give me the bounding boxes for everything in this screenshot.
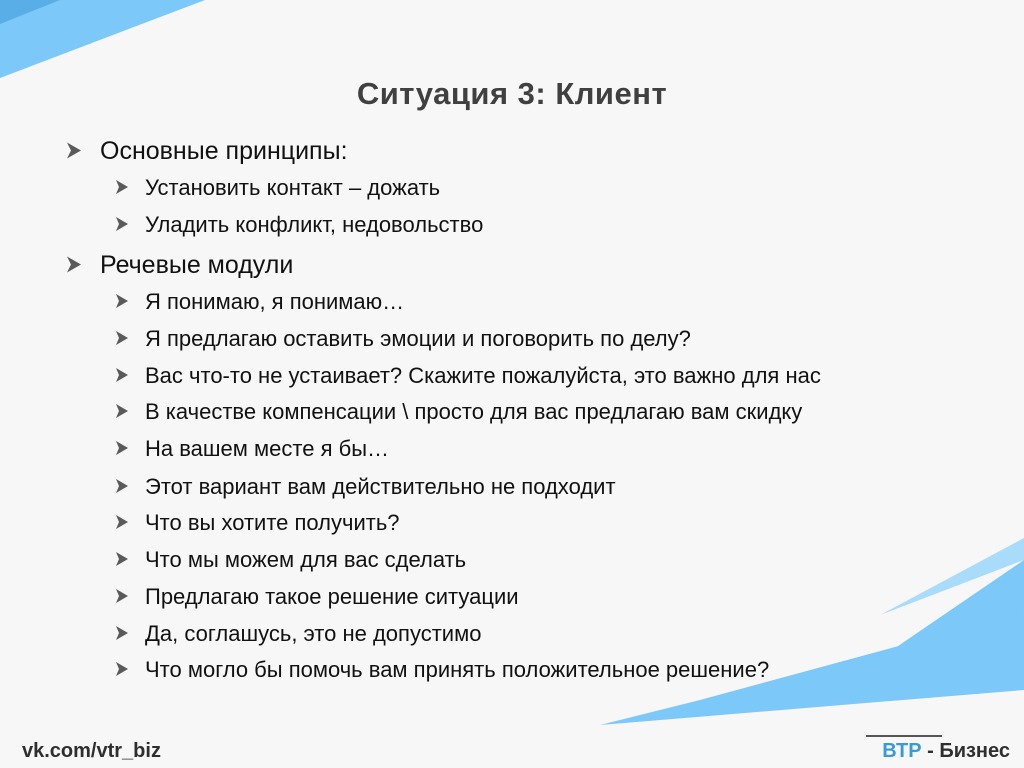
footer-brand bbox=[882, 740, 1010, 763]
list-item: На вашем месте я бы… bbox=[145, 436, 389, 462]
arrow-bullet-icon bbox=[115, 175, 129, 201]
arrow-bullet-icon bbox=[115, 326, 129, 352]
arrow-bullet-icon bbox=[115, 399, 129, 425]
arrow-bullet-icon bbox=[115, 436, 129, 462]
arrow-bullet-icon bbox=[115, 474, 129, 500]
list-item: Да, соглашусь, это не допустимо bbox=[145, 621, 481, 647]
list-item: Предлагаю такое решение ситуации bbox=[145, 584, 519, 610]
list-item: Я понимаю, я понимаю… bbox=[145, 289, 404, 315]
arrow-bullet-icon bbox=[115, 547, 129, 573]
arrow-bullet-icon bbox=[115, 621, 129, 647]
footer-vk-link[interactable]: vk.com/vtr_biz bbox=[22, 740, 161, 762]
section-heading-principles: Основные принципы: bbox=[100, 137, 348, 166]
arrow-bullet-icon bbox=[115, 363, 129, 389]
section-heading-speech-modules: Речевые модули bbox=[100, 251, 293, 280]
list-item: Уладить конфликт, недовольство bbox=[145, 212, 483, 238]
arrow-bullet-icon bbox=[115, 584, 129, 610]
list-item: Вас что-то не устаивает? Скажите пожалуйста, это важно для нас bbox=[145, 363, 821, 389]
list-item: Установить контакт – дожать bbox=[145, 175, 440, 201]
arrow-bullet-icon bbox=[115, 212, 129, 238]
list-item: В качестве компенсации \ просто для вас предлагаю вам скидку bbox=[145, 399, 802, 425]
brand-name: ВТР bbox=[882, 740, 922, 762]
list-item: Что мы можем для вас сделать bbox=[145, 547, 466, 573]
footer-divider bbox=[866, 735, 942, 737]
list-item: Что могло бы помочь вам принять положительное решение? bbox=[145, 657, 769, 683]
arrow-bullet-icon bbox=[66, 251, 82, 280]
brand-suffix: - Бизнес bbox=[921, 740, 1010, 762]
arrow-bullet-icon bbox=[115, 510, 129, 536]
arrow-bullet-icon bbox=[66, 137, 82, 166]
arrow-bullet-icon bbox=[115, 657, 129, 683]
list-item: Я предлагаю оставить эмоции и поговорить по делу? bbox=[145, 326, 691, 352]
arrow-bullet-icon bbox=[115, 289, 129, 315]
list-item: Этот вариант вам действительно не подходит bbox=[145, 474, 616, 500]
slide-title: Ситуация 3: Клиент bbox=[356, 76, 668, 111]
list-item: Что вы хотите получить? bbox=[145, 510, 400, 536]
